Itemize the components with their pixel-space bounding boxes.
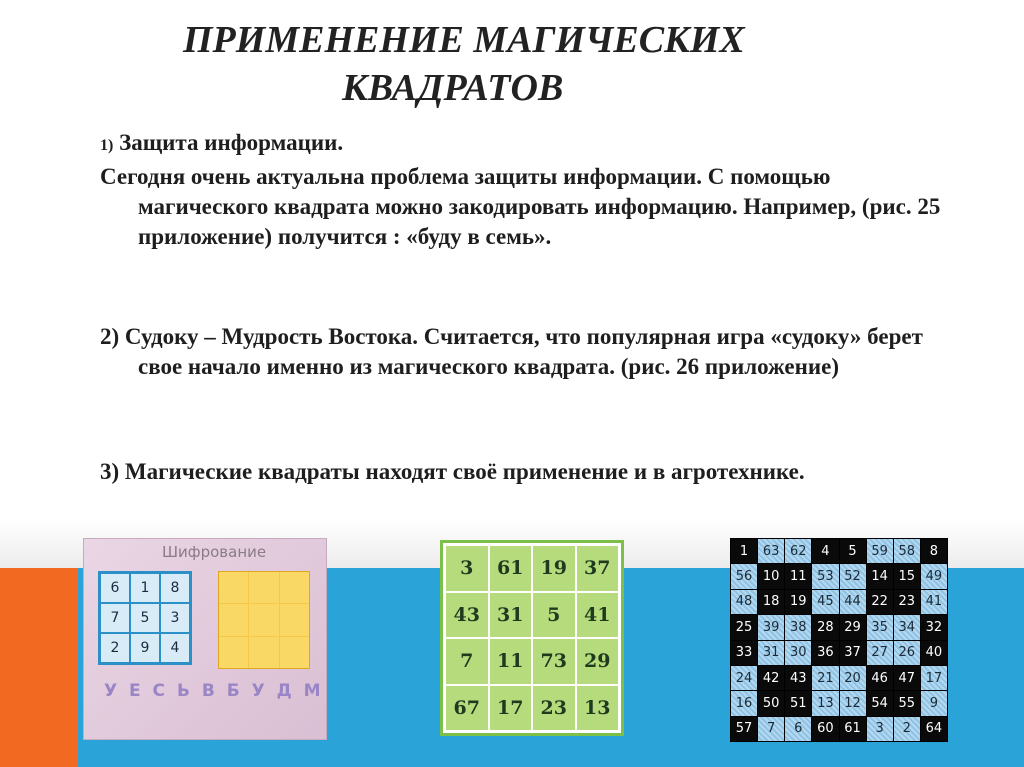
grid-cell: 3 — [867, 717, 893, 741]
yellow-cell — [249, 637, 278, 668]
grid-cell: 23 — [894, 590, 920, 614]
grid-cell: 62 — [785, 539, 811, 563]
grid-cell: 15 — [894, 564, 920, 588]
grid-cell: 57 — [731, 717, 757, 741]
grid-cell: 44 — [840, 590, 866, 614]
grid-cell: 27 — [867, 641, 893, 665]
grid-cell: 43 — [785, 666, 811, 690]
grid-cell: 14 — [867, 564, 893, 588]
yellow-grid — [218, 571, 310, 669]
yellow-cell — [249, 572, 278, 603]
figure-encryption-title: Шифрование — [162, 543, 267, 561]
item-3-paragraph: 3) Магические квадраты находят своё применение и в агротехнике. — [100, 459, 805, 484]
grid-cell: 41 — [921, 590, 947, 614]
grid-cell: 39 — [758, 615, 784, 639]
grid-cell: 53 — [812, 564, 838, 588]
yellow-cell — [280, 604, 309, 635]
grid-cell: 16 — [731, 691, 757, 715]
grid-cell: 22 — [867, 590, 893, 614]
grid-cell: 9 — [130, 633, 160, 663]
grid-cell: 12 — [840, 691, 866, 715]
magic-square-8x8 — [730, 538, 948, 742]
grid-cell: 48 — [731, 590, 757, 614]
yellow-cell — [249, 604, 278, 635]
grid-cell: 9 — [921, 691, 947, 715]
grid-cell: 19 — [785, 590, 811, 614]
grid-cell: 52 — [840, 564, 866, 588]
grid-cell: 7 — [446, 639, 488, 684]
grid-cell: 3 — [160, 603, 190, 633]
grid-cell: 6 — [785, 717, 811, 741]
title-line-1: ПРИМЕНЕНИЕ МАГИЧЕСКИХ — [183, 19, 745, 61]
grid-cell: 43 — [446, 593, 488, 638]
grid-cell: 11 — [490, 639, 532, 684]
grid-cell: 45 — [812, 590, 838, 614]
grid-cell: 24 — [731, 666, 757, 690]
grid-cell: 30 — [785, 641, 811, 665]
grid-cell: 73 — [533, 639, 575, 684]
grid-cell: 37 — [577, 546, 619, 591]
grid-cell: 61 — [490, 546, 532, 591]
grid-cell: 56 — [731, 564, 757, 588]
yellow-cell — [280, 572, 309, 603]
encoded-text: У Е С Ь В Б У Д М — [104, 681, 324, 701]
grid-cell: 28 — [812, 615, 838, 639]
grid-cell: 46 — [867, 666, 893, 690]
title-line-2: КВАДРАТОВ — [342, 67, 564, 109]
grid-cell: 1 — [731, 539, 757, 563]
grid-cell: 64 — [921, 717, 947, 741]
item-1-heading-text: Защита информации. — [119, 130, 344, 155]
grid-cell: 33 — [731, 641, 757, 665]
grid-cell: 6 — [100, 573, 130, 603]
figure-encryption — [83, 538, 327, 740]
grid-cell: 19 — [533, 546, 575, 591]
grid-cell: 29 — [577, 639, 619, 684]
grid-cell: 23 — [533, 686, 575, 731]
grid-cell: 38 — [785, 615, 811, 639]
grid-cell: 55 — [894, 691, 920, 715]
grid-cell: 31 — [490, 593, 532, 638]
grid-cell: 13 — [577, 686, 619, 731]
grid-cell: 37 — [840, 641, 866, 665]
item-2-paragraph: 2) Судоку – Мудрость Востока. Считается, что популярная игра «судоку» берет свое начало именно из магического квадрата. (рис. 26 приложение) — [100, 324, 923, 379]
grid-cell: 8 — [160, 573, 190, 603]
yellow-cell — [219, 572, 248, 603]
grid-cell: 17 — [490, 686, 532, 731]
grid-cell: 11 — [785, 564, 811, 588]
grid-cell: 10 — [758, 564, 784, 588]
grid-cell: 35 — [867, 615, 893, 639]
grid-cell: 5 — [130, 603, 160, 633]
grid-cell: 31 — [758, 641, 784, 665]
grid-cell: 2 — [100, 633, 130, 663]
grid-cell: 42 — [758, 666, 784, 690]
grid-cell: 7 — [100, 603, 130, 633]
grid-cell: 8 — [921, 539, 947, 563]
grid-cell: 2 — [894, 717, 920, 741]
grid-cell: 26 — [894, 641, 920, 665]
grid-cell: 21 — [812, 666, 838, 690]
grid-cell: 61 — [840, 717, 866, 741]
grid-cell: 20 — [840, 666, 866, 690]
grid-cell: 7 — [758, 717, 784, 741]
grid-cell: 5 — [533, 593, 575, 638]
grid-cell: 54 — [867, 691, 893, 715]
figure-prime-square — [440, 540, 624, 736]
grid-cell: 1 — [130, 573, 160, 603]
grid-cell: 5 — [840, 539, 866, 563]
magic-square-3x3 — [98, 571, 192, 665]
grid-cell: 40 — [921, 641, 947, 665]
grid-cell: 59 — [867, 539, 893, 563]
grid-cell: 29 — [840, 615, 866, 639]
grid-cell: 34 — [894, 615, 920, 639]
grid-cell: 58 — [894, 539, 920, 563]
magic-square-4x4 — [446, 546, 618, 730]
yellow-cell — [219, 604, 248, 635]
grid-cell: 47 — [894, 666, 920, 690]
grid-cell: 51 — [785, 691, 811, 715]
grid-cell: 17 — [921, 666, 947, 690]
item-1-number: 1) — [100, 137, 114, 154]
grid-cell: 32 — [921, 615, 947, 639]
grid-cell: 60 — [812, 717, 838, 741]
grid-cell: 50 — [758, 691, 784, 715]
grid-cell: 25 — [731, 615, 757, 639]
grid-cell: 4 — [812, 539, 838, 563]
orange-stripe — [0, 568, 78, 767]
grid-cell: 3 — [446, 546, 488, 591]
item-1-paragraph: Сегодня очень актуальна проблема защиты информации. С помощью магического квадрата можно закодировать информацию. Например, (рис. 25 приложение) получится : «буду в семь». — [100, 164, 941, 249]
grid-cell: 36 — [812, 641, 838, 665]
grid-cell: 67 — [446, 686, 488, 731]
grid-cell: 18 — [758, 590, 784, 614]
grid-cell: 13 — [812, 691, 838, 715]
item-1-heading — [100, 128, 920, 161]
grid-cell: 63 — [758, 539, 784, 563]
yellow-cell — [280, 637, 309, 668]
yellow-cell — [219, 637, 248, 668]
grid-cell: 4 — [160, 633, 190, 663]
grid-cell: 41 — [577, 593, 619, 638]
grid-cell: 49 — [921, 564, 947, 588]
